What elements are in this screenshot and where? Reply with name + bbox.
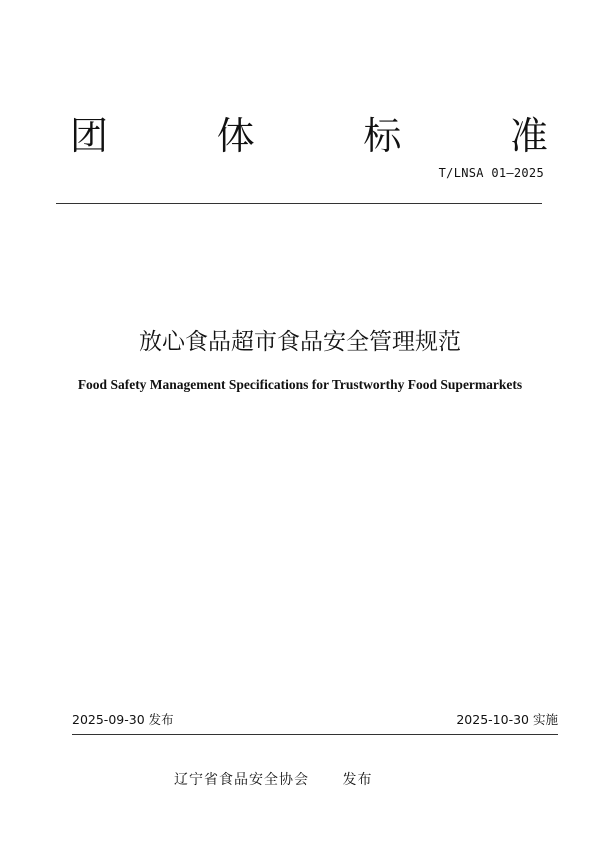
publisher-name: 辽宁省食品安全协会 xyxy=(174,772,309,788)
document-title-english: Food Safety Management Specifications for Trustworthy Food Supermarkets xyxy=(77,377,523,392)
release-label: 发布 xyxy=(148,712,174,727)
date-row xyxy=(72,711,558,729)
publisher-line xyxy=(174,770,372,790)
release-date-group xyxy=(72,711,174,729)
implement-date: 2025-10-30 xyxy=(456,712,529,727)
bottom-divider xyxy=(72,734,558,735)
implement-date-group xyxy=(456,711,558,729)
top-divider xyxy=(56,203,542,204)
release-date: 2025-09-30 xyxy=(72,712,145,727)
heading-char-3: 标 xyxy=(363,114,402,158)
heading-char-1: 团 xyxy=(70,114,109,158)
publisher-action: 发布 xyxy=(342,772,373,788)
standard-type-heading xyxy=(70,112,548,160)
standard-number: T/LNSA 01—2025 xyxy=(438,166,544,180)
heading-char-4: 准 xyxy=(509,114,548,158)
implement-label: 实施 xyxy=(532,712,558,727)
document-title-chinese: 放心食品超市食品安全管理规范 xyxy=(139,329,461,355)
heading-char-2: 体 xyxy=(216,114,255,158)
